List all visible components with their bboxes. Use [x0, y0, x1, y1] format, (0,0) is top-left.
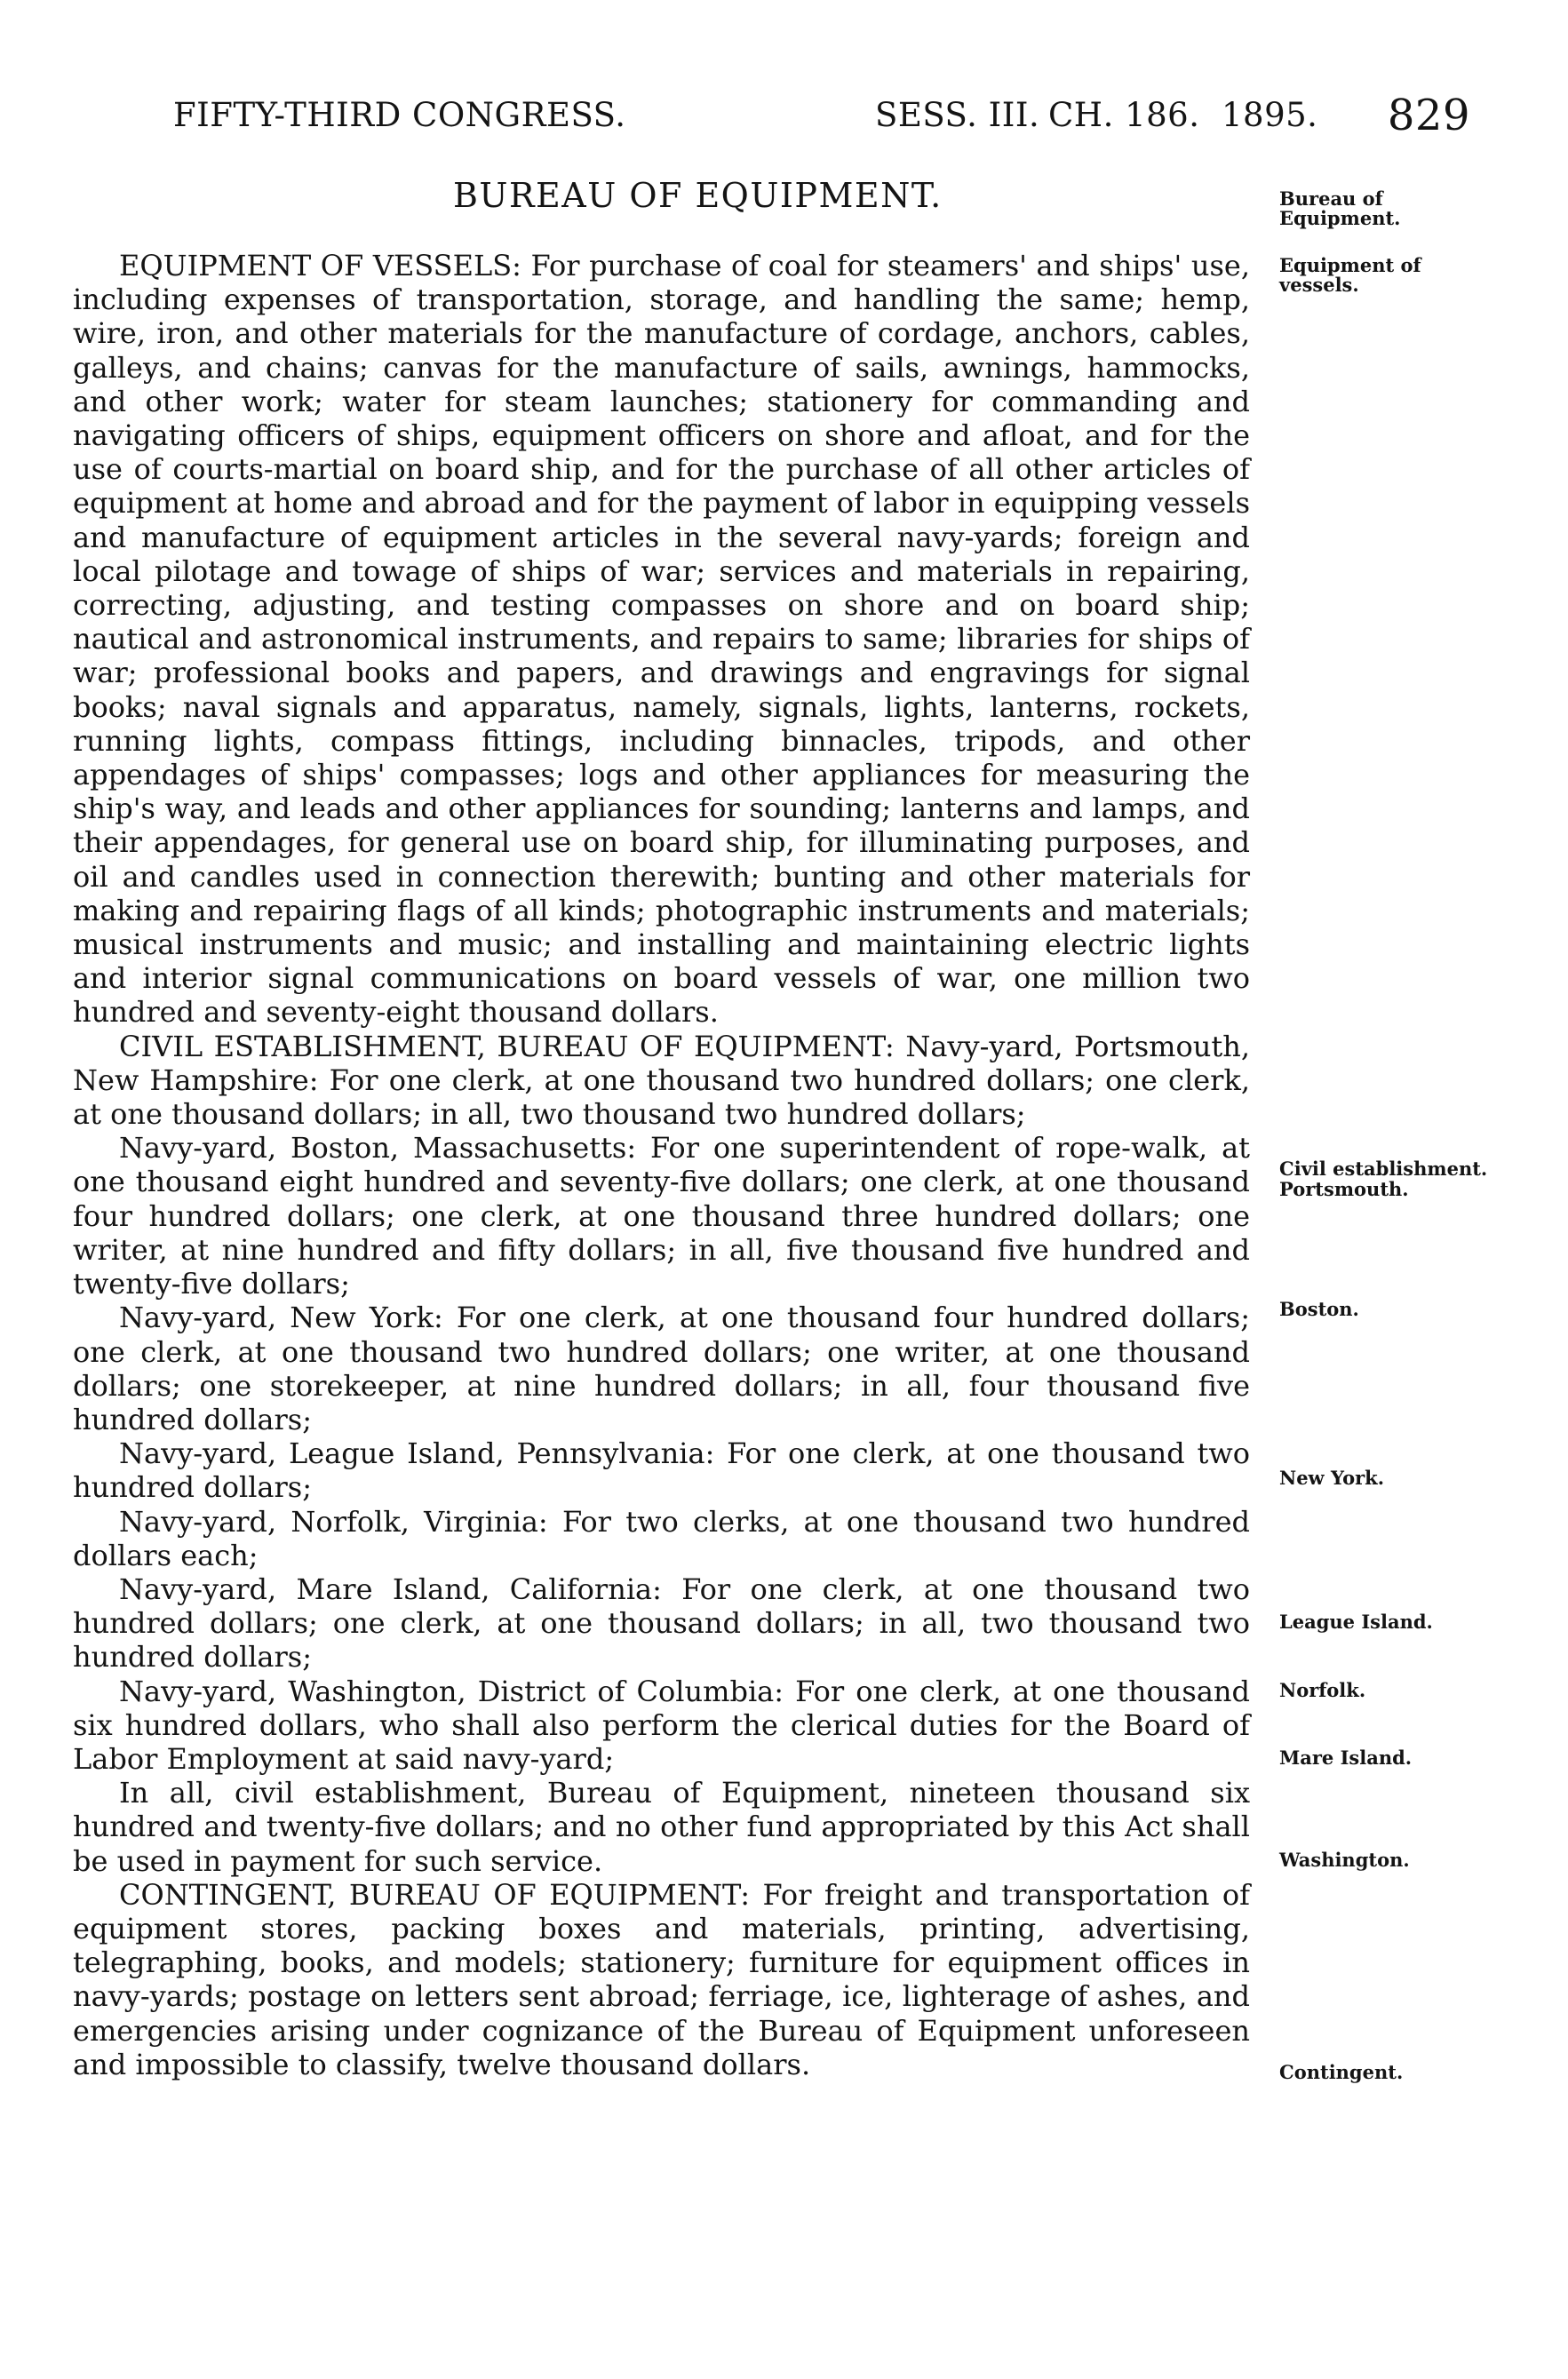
paragraph-text: In all, civil establishment, Bureau of Equipment, nineteen thousand six hundred and twenty-five dollars; and no other fund appropriated by this Act shall be used in payment for such service. — [73, 1776, 1250, 1878]
paragraph-new-york — [73, 1301, 1250, 1436]
paragraph-civil-establishment — [73, 1030, 1250, 1132]
paragraph-text: Navy-yard, Boston, Massachusetts: For one superintendent of rope-walk, at one thousand eight hundred and seventy-five dollars; one clerk, at one thousand four hundred dollars; one clerk, at one thousand three hundred dollars; one writer, at nine hundred and fifty dollars; in all, five thousand five hundred and twenty-five dollars; — [73, 1131, 1250, 1301]
margin-note-portsmouth: Portsmouth. — [1279, 1178, 1409, 1200]
margin-note-norfolk: Norfolk. — [1279, 1679, 1366, 1701]
paragraph-text: For freight and transportation of equipment stores, packing boxes and materials, printing, advertising, telegraphing, books, and models; stationery; furniture for equipment offices in navy-yards; postage on letters sent abroad; ferriage, ice, lighterage of ashes, and emergencies arising under cognizance of the Bureau of Equipment unforeseen and impossible to classify, twelve thousand dollars. — [73, 1877, 1251, 2081]
paragraph-lead: EQUIPMENT OF VESSELS: — [119, 249, 521, 282]
paragraph-contingent — [73, 1878, 1250, 2081]
paragraph-text: Navy-yard, Norfolk, Virginia: For two clerks, at one thousand two hundred dollars each; — [73, 1504, 1250, 1572]
paragraph-league-island — [73, 1436, 1250, 1504]
running-header — [173, 91, 1470, 149]
margin-note-mare-island: Mare Island. — [1279, 1746, 1413, 1769]
paragraph-norfolk — [73, 1505, 1250, 1572]
paragraph-in-all — [73, 1776, 1250, 1878]
margin-note-boston: Boston. — [1279, 1298, 1359, 1320]
paragraph-text: Navy-yard, Washington, District of Columbia: For one clerk, at one thousand six hundred dollars, who shall also perform the clerical duties for the Board of Labor Employment at said navy-yard; — [73, 1674, 1250, 1776]
margin-note-civil: Civil establishment. — [1279, 1158, 1488, 1180]
margin-note-vessels: Equipment of vessels. — [1279, 254, 1421, 296]
paragraph-text: Navy-yard, New York: For one clerk, at one thousand four hundred dollars; one clerk, at one thousand two hundred dollars; one writer, at one thousand dollars; one storekeeper, at nine hundred dollars; in all, four thousand five hundred dollars; — [73, 1301, 1250, 1436]
paragraph-text: For purchase of coal for steamers' and ships' use, including expenses of transportation, storage, and handling the same; hemp, wire, iron, and other materials for the manufacture of cordage, anchors, cables, galleys, and chains; canvas for the manufacture of sails, awnings, hammocks, and other work; water for steam launches; stationery for commanding and navigating officers of ships, equipment officers on shore and afloat, and for the use of courts-martial on board ship, and for the purchase of all other articles of equipment at home and abroad and for the payment of labor in equipping vessels and manufacture of equipment articles in the several navy-yards; foreign and local pilotage and towage of ships of war; services and materials in repairing, correcting, adjusting, and testing compasses on shore and on board ship; nautical and astronomical instruments, and repairs to same; libraries for ships of war; professional books and papers, and drawings and engravings for signal books; naval signals and apparatus, namely, signals, lights, lanterns, rockets, running lights, compass fittings, including binnacles, tripods, and other appendages of ships' compasses; logs and other appliances for measuring the ship's way, and leads and other appliances for sounding; lanterns and lamps, and their appendages, for general use on board ship, for illuminating purposes, and oil and candles used in connection therewith; bunting and other materials for making and repairing flags of all kinds; photographic instruments and materials; musical instruments and music; and installing and maintaining electric lights and interior signal communications on board vessels of war, one million two hundred and seventy-eight thousand dollars. — [73, 249, 1250, 1030]
paragraph-lead: CIVIL ESTABLISHMENT, BUREAU OF EQUIPMENT: — [119, 1029, 895, 1063]
page-number: 829 — [1387, 91, 1470, 140]
margin-note-contingent: Contingent. — [1279, 2061, 1404, 2083]
margin-note-league-island: League Island. — [1279, 1611, 1433, 1633]
section-heading: BUREAU OF EQUIPMENT. — [453, 176, 943, 215]
paragraph-equipment-of-vessels — [73, 249, 1250, 1030]
paragraph-washington — [73, 1675, 1250, 1777]
paragraph-mare-island — [73, 1572, 1250, 1675]
paragraph-boston — [73, 1131, 1250, 1301]
paragraph-text: Navy-yard, Portsmouth, New Hampshire: For one clerk, at one thousand two hundred dollars; one clerk, at one thousand dollars; in all, two thousand two hundred dollars; — [73, 1029, 1250, 1132]
margin-note-washington: Washington. — [1279, 1849, 1410, 1871]
session-label: SESS. III. — [875, 96, 1040, 134]
margin-note-bureau: Bureau of Equipment. — [1279, 187, 1401, 229]
chapter-label: CH. 186. — [1048, 96, 1200, 134]
paragraph-lead: CONTINGENT, BUREAU OF EQUIPMENT: — [119, 1877, 751, 1912]
congress-title: FIFTY-THIRD CONGRESS. — [173, 96, 626, 134]
margin-note-new-york: New York. — [1279, 1467, 1385, 1489]
paragraph-text: Navy-yard, Mare Island, California: For one clerk, at one thousand two hundred dollars; one clerk, at one thousand dollars; in all, two thousand two hundred dollars; — [73, 1571, 1250, 1675]
body-text — [73, 249, 1250, 2081]
paragraph-text: Navy-yard, League Island, Pennsylvania: For one clerk, at one thousand two hundred dollars; — [73, 1436, 1250, 1505]
year-label: 1895. — [1222, 96, 1318, 134]
